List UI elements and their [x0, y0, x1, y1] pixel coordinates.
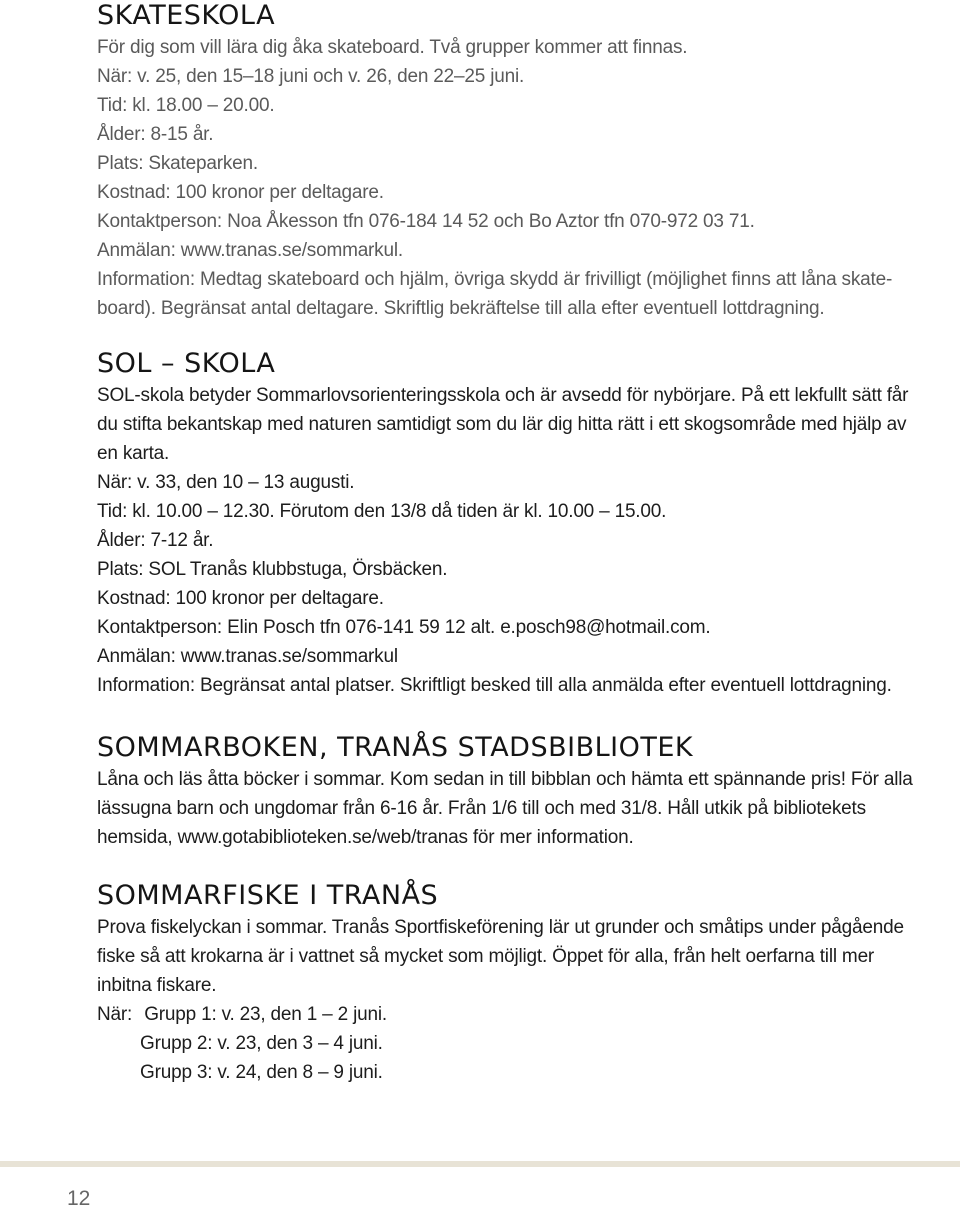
text-line: Kontaktperson: Noa Åkesson tfn 076-184 14 52 och Bo Aztor tfn 070-972 03 71. [97, 211, 755, 232]
group-item: Grupp 1: v. 23, den 1 – 2 juni. [144, 1004, 387, 1025]
section-heading: SOMMARFISKE I TRANÅS [97, 880, 439, 911]
footer-band [0, 1161, 960, 1167]
section-sommarboken [97, 733, 913, 852]
text-line: Kostnad: 100 kronor per deltagare. [97, 182, 384, 203]
text-line: Anmälan: www.tranas.se/sommarkul. [97, 240, 403, 261]
text-line: När: v. 25, den 15–18 juni och v. 26, den 22–25 juni. [97, 66, 525, 87]
text-line: Anmälan: www.tranas.se/sommarkul [97, 646, 398, 667]
section-skateskola [97, 1, 892, 323]
section-heading: SKATESKOLA [97, 0, 276, 31]
section-heading: SOL – SKOLA [97, 348, 276, 379]
text-line: Kontaktperson: Elin Posch tfn 076-141 59 12 alt. e.posch98@hotmail.com. [97, 617, 711, 638]
text-line: inbitna fiskare. [97, 975, 217, 996]
text-line: en karta. [97, 443, 170, 464]
section-sommarfiske [97, 881, 904, 1087]
text-line: du stifta bekantskap med naturen samtidigt som du lär dig hitta rätt i ett skogsområde med hjälp av [97, 414, 907, 435]
text-line: Låna och läs åtta böcker i sommar. Kom sedan in till bibblan och hämta ett spännande pris! För alla [97, 769, 913, 790]
text-line: Information: Medtag skateboard och hjälm, övriga skydd är frivilligt (möjlighet finns att låna skate- [97, 269, 893, 290]
text-line: hemsida, www.gotabiblioteken.se/web/tranas för mer information. [97, 827, 634, 848]
text-line: Prova fiskelyckan i sommar. Tranås Sportfiskeförening lär ut grunder och småtips under pågående [97, 917, 904, 938]
groups-label: När: [97, 1004, 133, 1025]
group-item: Grupp 3: v. 24, den 8 – 9 juni. [140, 1062, 383, 1083]
text-line: fiske så att krokarna är i vattnet så mycket som möjligt. Öppet för alla, från helt oerfarna till mer [97, 946, 875, 967]
group-item: Grupp 2: v. 23, den 3 – 4 juni. [140, 1033, 383, 1054]
text-line: Information: Begränsat antal platser. Skriftligt besked till alla anmälda efter eventuell lottdragning. [97, 675, 892, 696]
text-line: Tid: kl. 18.00 – 20.00. [97, 95, 275, 116]
group-line [97, 1000, 904, 1029]
text-line: Plats: SOL Tranås klubbstuga, Örsbäcken. [97, 559, 448, 580]
section-heading: SOMMARBOKEN, TRANÅS STADSBIBLIOTEK [97, 732, 694, 763]
text-line: lässugna barn och ungdomar från 6-16 år. Från 1/6 till och med 31/8. Håll utkik på bibliotekets [97, 798, 866, 819]
text-line: När: v. 33, den 10 – 13 augusti. [97, 472, 355, 493]
text-line: board). Begränsat antal deltagare. Skriftlig bekräftelse till alla efter eventuell lottdragning. [97, 298, 825, 319]
text-line: Ålder: 8-15 år. [97, 124, 214, 145]
text-line: SOL-skola betyder Sommarlovsorienteringsskola och är avsedd för nybörjare. På ett lekfullt sätt får [97, 385, 909, 406]
page-number: 12 [67, 1187, 91, 1210]
section-sol-skola [97, 349, 908, 700]
text-line: För dig som vill lära dig åka skateboard. Två grupper kommer att finnas. [97, 37, 688, 58]
text-line: Kostnad: 100 kronor per deltagare. [97, 588, 384, 609]
text-line: Plats: Skateparken. [97, 153, 258, 174]
text-line: Ålder: 7-12 år. [97, 530, 214, 551]
text-line: Tid: kl. 10.00 – 12.30. Förutom den 13/8 då tiden är kl. 10.00 – 15.00. [97, 501, 667, 522]
